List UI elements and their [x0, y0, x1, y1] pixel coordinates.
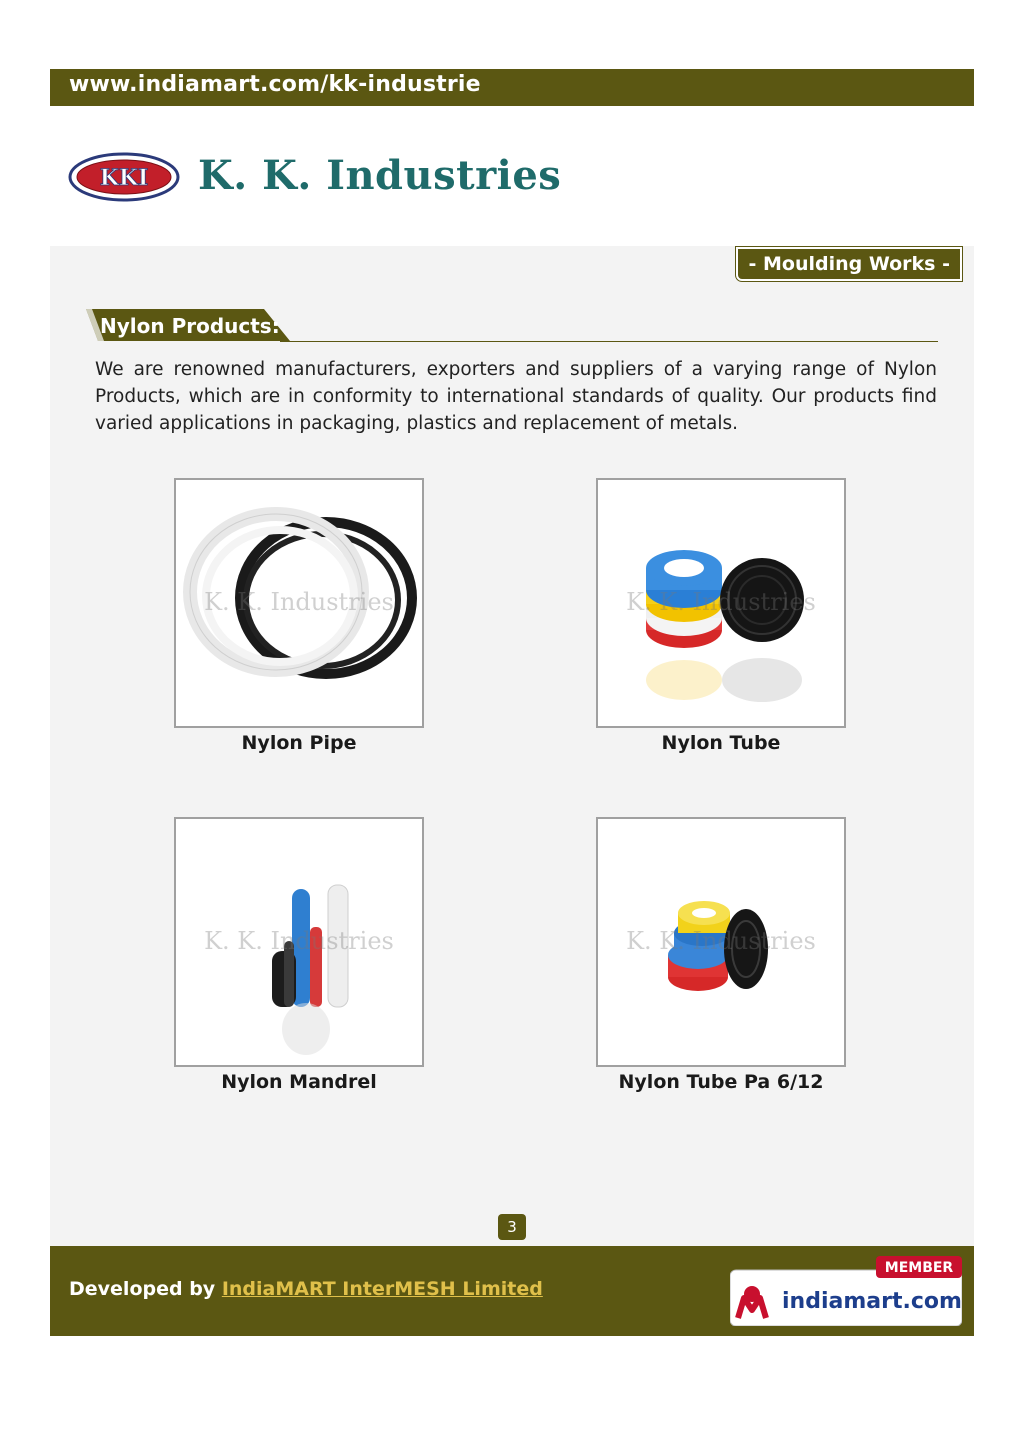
product-card[interactable] [174, 478, 424, 754]
product-card[interactable] [596, 817, 846, 1093]
kki-logo [68, 152, 180, 202]
product-caption: Nylon Tube [661, 732, 781, 754]
footer-bar [50, 1246, 974, 1336]
product-caption: Nylon Tube Pa 6/12 [618, 1071, 824, 1093]
product-card[interactable] [174, 817, 424, 1093]
product-card[interactable] [596, 478, 846, 754]
developer-link[interactable]: IndiaMART InterMESH Limited [221, 1278, 543, 1300]
image-watermark: K. K. Industries [626, 927, 816, 955]
product-caption: Nylon Mandrel [221, 1071, 377, 1093]
site-url[interactable]: www.indiamart.com/kk-industrie [69, 72, 481, 97]
product-image[interactable] [174, 817, 424, 1067]
image-watermark: K. K. Industries [204, 927, 394, 955]
page-number: 3 [498, 1214, 526, 1240]
product-image[interactable] [596, 478, 846, 728]
indiamart-brand: indiamart.com [782, 1289, 962, 1314]
top-bar [50, 69, 974, 106]
indiamart-member-badge[interactable] [730, 1256, 962, 1326]
intro-paragraph: We are renowned manufacturers, exporters and suppliers of a varying range of Nylon Products, which are in conformity to international standards of quality. Our products find varied applications in packaging, plastics and replacement of metals. [95, 359, 937, 434]
tagline-badge: - Moulding Works - [736, 247, 962, 281]
product-caption: Nylon Pipe [241, 732, 357, 754]
section-title: Nylon Products: [100, 314, 280, 338]
image-watermark: K. K. Industries [626, 588, 816, 616]
product-image[interactable] [596, 817, 846, 1067]
member-label: MEMBER [884, 1260, 954, 1276]
image-watermark: K. K. Industries [204, 588, 394, 616]
brochure-page [50, 69, 974, 1336]
product-image[interactable] [174, 478, 424, 728]
logo-text: KKI [99, 165, 149, 191]
company-name: K. K. Industries [198, 152, 562, 199]
company-header [50, 106, 974, 246]
developed-by-text [69, 1278, 543, 1300]
developed-by-label: Developed by [69, 1278, 216, 1300]
section-divider [280, 341, 938, 342]
